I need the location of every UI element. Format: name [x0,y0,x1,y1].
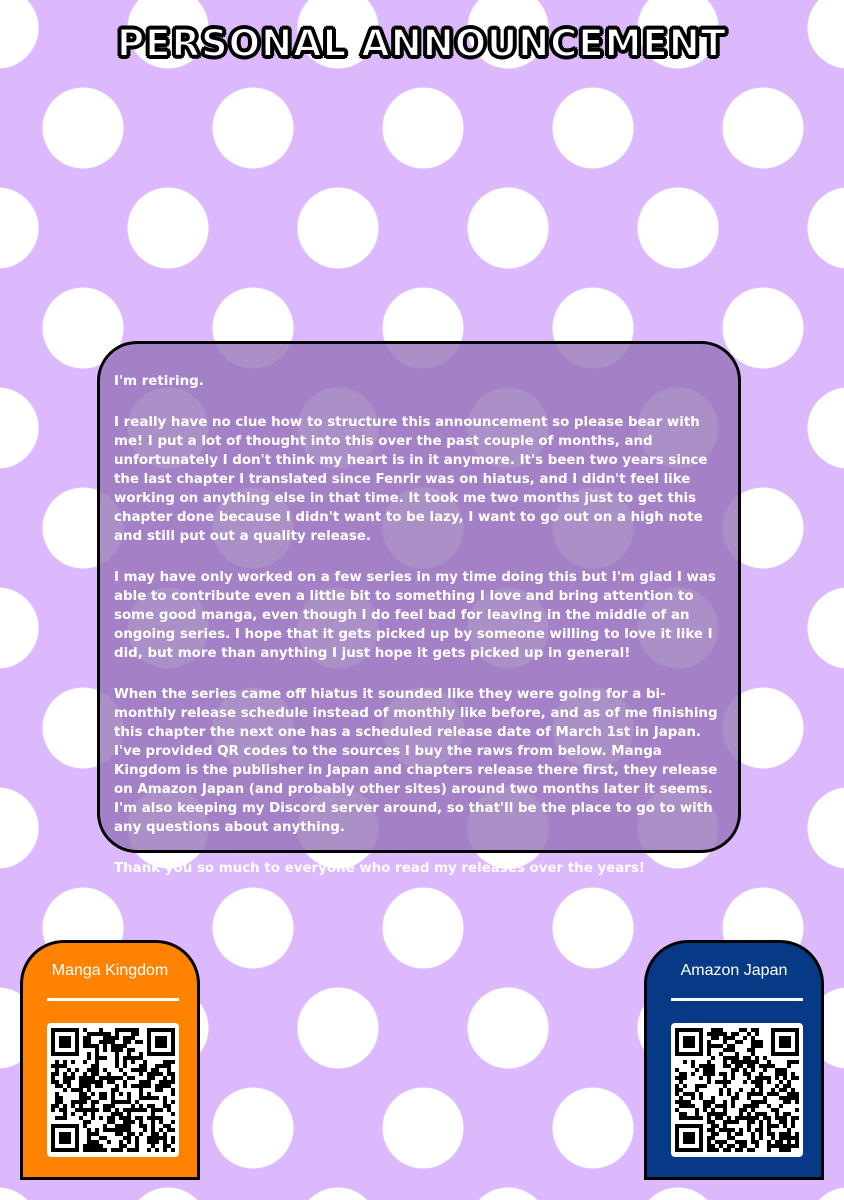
announcement-paragraph: I'm retiring. [114,374,204,389]
page-title: PERSONAL ANNOUNCEMENT [117,22,727,65]
divider [47,998,179,1001]
announcement-paragraph: I may have only worked on a few series in my time doing this but I'm glad I was able to contribute even a little bit to something I love and bring attention to some good manga, even though I do feel bad for leaving in the middle of an ongoing series. I hope that it gets picked up by someone willing to love it like I did, but more than anything I just hope it gets picked up in general! [114,570,716,661]
qr-code-icon [51,1028,175,1152]
qr-code-icon [675,1028,799,1152]
amazon-japan-card [644,940,824,1180]
divider [671,998,803,1001]
announcement-paragraph: I really have no clue how to structure this announcement so please bear with me! I put a lot of thought into this over the past couple of months, and unfortunately I don't think my heart is in it anymore. It's been two years since the last chapter I translated since Fenrir was on hiatus, and I didn't feel like working on anything else in that time. It took me two months just to get this chapter done because I didn't want to be lazy, I want to go out on a high note and still put out a quality release. [114,415,708,544]
manga-kingdom-label: Manga Kingdom [51,962,169,979]
announcement-panel [97,341,741,876]
manga-kingdom-qr[interactable] [47,1023,179,1157]
amazon-japan-qr[interactable] [671,1023,803,1157]
announcement-paragraph: Thank you so much to everyone who read my releases over the years! [114,861,645,876]
manga-kingdom-card [20,940,200,1180]
amazon-japan-label: Amazon Japan [680,962,788,979]
announcement-paragraph: When the series came off hiatus it sounded like they were going for a bi-monthly release schedule instead of monthly like before, and as of me finishing this chapter the next one has a scheduled release date of March 1st in Japan. I've provided QR codes to the sources I buy the raws from below. Manga Kingdom is the publisher in Japan and chapters release there first, they release on Amazon Japan (and probably other sites) around two months later it seems. I'm also keeping my Discord server around, so that'll be the place to go to with any questions about anything. [114,687,718,835]
